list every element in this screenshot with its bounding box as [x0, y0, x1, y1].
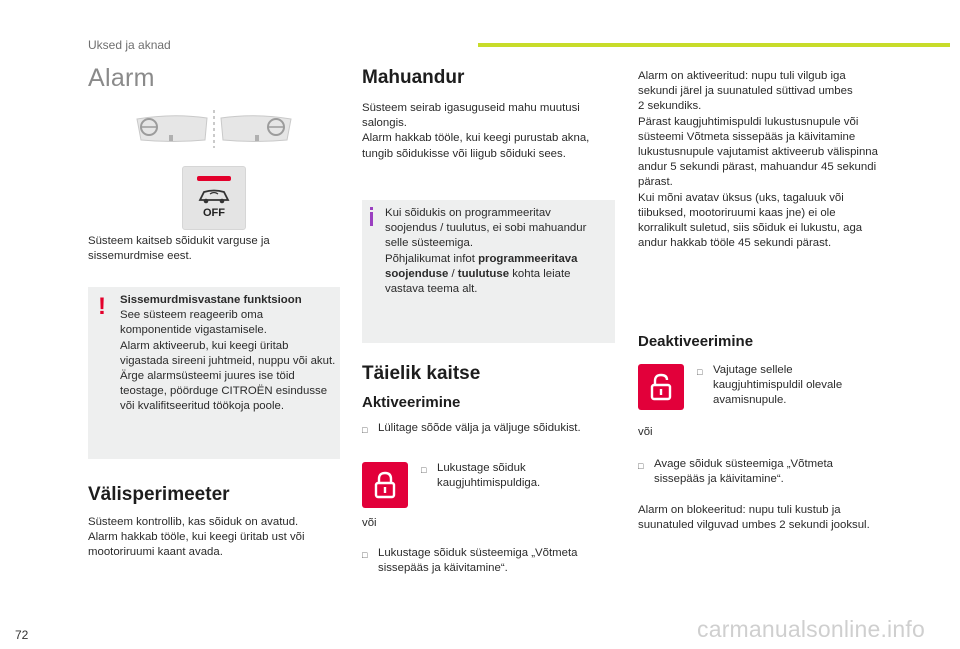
- text-line: kaugjuhtimispuldil olevale: [713, 379, 843, 392]
- perimeter-title: Välisperimeeter: [88, 484, 230, 505]
- text-line: mootoriruumi kaant avada.: [88, 546, 223, 559]
- deactivation-step-2: [638, 457, 898, 487]
- alarm-intro: [88, 234, 338, 264]
- off-label: OFF: [203, 207, 225, 219]
- warning-text: [120, 293, 338, 415]
- text-line: vastava teema alt.: [385, 283, 478, 296]
- text-line: Ärge alarmsüsteemi juures ise töid: [120, 370, 295, 383]
- car-off-icon: [196, 186, 232, 206]
- text-line: süsteemi Võtmeta sissepääs ja käivitamine: [638, 130, 856, 143]
- indicator-light: [197, 176, 231, 181]
- text-line: pärast.: [638, 176, 673, 189]
- text-line: Süsteem kaitseb sõidukit varguse ja: [88, 235, 270, 247]
- activation-step-1: [362, 421, 612, 438]
- text-line: Alarm hakkab tööle, kui keegi purustab akna,: [362, 132, 590, 145]
- text-line: sissemurdmise eest.: [88, 250, 192, 263]
- deactivation-result: [638, 503, 900, 533]
- text-line: Lukustage sõiduk: [437, 462, 526, 474]
- activation-step-3: [362, 546, 612, 576]
- text-line: See süsteem reageerib oma: [120, 309, 264, 322]
- text-line: Süsteem seirab igasuguseid mahu muutusi: [362, 102, 580, 114]
- text-line: Avage sõiduk süsteemiga „Võtmeta: [654, 458, 833, 470]
- text-line: lukustusnupule vajutamist aktiveerub välispinna: [638, 146, 878, 159]
- text-line: sissepääs ja käivitamine“.: [378, 562, 508, 575]
- text-line: korralikult suletud, siis sõiduk ei lukustu, aga: [638, 222, 863, 235]
- alarm-title: Alarm: [88, 64, 155, 92]
- text-line: Kui sõidukis on programmeeritav: [385, 207, 551, 219]
- step-text: [378, 546, 577, 576]
- lock-closed-icon: [362, 462, 408, 508]
- full-protection-title: Täielik kaitse: [362, 363, 481, 384]
- activation-title: Aktiveerimine: [362, 394, 461, 411]
- text-line: avamisnupule.: [713, 394, 787, 407]
- text-line: Alarm on aktiveeritud: nupu tuli vilgub iga: [638, 70, 846, 82]
- bold-term: tuulutuse: [457, 267, 510, 280]
- text-line: Pärast kaugjuhtimispuldi lukustusnupule või: [638, 115, 859, 128]
- info-text: [385, 206, 613, 297]
- section-header: Uksed ja aknad: [88, 38, 171, 52]
- text-line: Alarm aktiveerub, kui keegi üritab: [120, 339, 289, 352]
- text-line: teostage, pöörduge CITROËN esindusse: [120, 385, 328, 398]
- deactivation-step-1: [697, 363, 897, 409]
- text-line: Alarm hakkab tööle, kui keegi üritab ust või: [88, 531, 305, 544]
- alarm-off-button-illustration: [182, 166, 246, 230]
- bullet-icon: □: [638, 461, 644, 471]
- bullet-icon: □: [362, 425, 368, 435]
- text-line: kaugjuhtimispuldiga.: [437, 477, 541, 490]
- bold-term: soojenduse: [385, 267, 449, 280]
- text-fragment: Põhjalikumat infot: [385, 252, 479, 265]
- text-line: andur hakkab tööle 45 sekundi pärast.: [638, 237, 832, 250]
- deactivation-title: Deaktiveerimine: [638, 333, 754, 350]
- bullet-icon: □: [362, 550, 368, 560]
- step-text: [437, 461, 540, 491]
- text-line: salongis.: [362, 117, 407, 130]
- activation-step-2: [421, 461, 611, 491]
- exclamation-icon: !: [98, 293, 106, 320]
- text-line: tungib sõidukisse või liigub sõiduki sees.: [362, 147, 566, 160]
- or-text: või: [638, 426, 653, 438]
- text-line: komponentide vigastamisele.: [120, 324, 267, 337]
- info-icon: [370, 207, 373, 210]
- watermark: carmanualsonline.info: [697, 616, 925, 642]
- bullet-icon: □: [697, 367, 703, 377]
- volumetric-text: [362, 101, 612, 162]
- text-line: Süsteem kontrollib, kas sõiduk on avatud.: [88, 516, 299, 528]
- bullet-icon: □: [421, 465, 427, 475]
- header-accent-rule: [478, 43, 950, 47]
- info-box: [362, 200, 615, 343]
- text-line: 2 sekundiks.: [638, 100, 702, 113]
- volumetric-title: Mahuandur: [362, 67, 465, 88]
- text-line: selle süsteemiga.: [385, 237, 474, 250]
- text-line: või kvalifitseeritud töökoja poole.: [120, 400, 284, 413]
- text-line: Vajutage sellele: [713, 364, 793, 376]
- step-text: [713, 363, 842, 409]
- text-line: sekundi järel ja suunatuled süttivad umbes: [638, 85, 853, 98]
- warning-title: Sissemurdmisvastane funktsioon: [120, 294, 302, 306]
- text-line: vigastada sireeni juhtmeid, nuppu või akut.: [120, 354, 336, 367]
- perimeter-text: [88, 515, 348, 561]
- text-line: Kui mõni avatav üksus (uks, tagaluuk või: [638, 191, 844, 204]
- text-line: Lukustage sõiduk süsteemiga „Võtmeta: [378, 547, 578, 559]
- text-line: Alarm on blokeeritud: nupu tuli kustub ja: [638, 504, 841, 516]
- text-line: tiibukse​d, mootoriruumi kaas jne) ei ole: [638, 206, 836, 219]
- text-line: andur 5 sekundi pärast, mahuandur 45 sekundi: [638, 161, 877, 174]
- bold-term: programmeeritava: [478, 252, 578, 265]
- or-text: või: [362, 517, 377, 529]
- info-icon-bar: [370, 212, 373, 226]
- text-fragment: kohta leiate: [509, 267, 571, 280]
- text-fragment: /: [448, 267, 458, 280]
- step-text: [654, 457, 833, 487]
- text-line: [385, 267, 613, 282]
- activation-details: [638, 69, 900, 251]
- mirror-illustration: [133, 110, 295, 150]
- step-text: Lülitage sõõde välja ja väljuge sõidukist.: [378, 422, 581, 434]
- text-line: soojendus / tuulutus, ei sobi mahuandur: [385, 222, 587, 235]
- warning-box: [88, 287, 340, 459]
- text-line: suunatuled vilguvad umbes 2 sekundi jooksul.: [638, 519, 870, 532]
- page-number: 72: [15, 628, 29, 642]
- lock-open-icon: [638, 364, 684, 410]
- text-line: [385, 252, 613, 267]
- text-line: sissepääs ja käivitamine“.: [654, 473, 784, 486]
